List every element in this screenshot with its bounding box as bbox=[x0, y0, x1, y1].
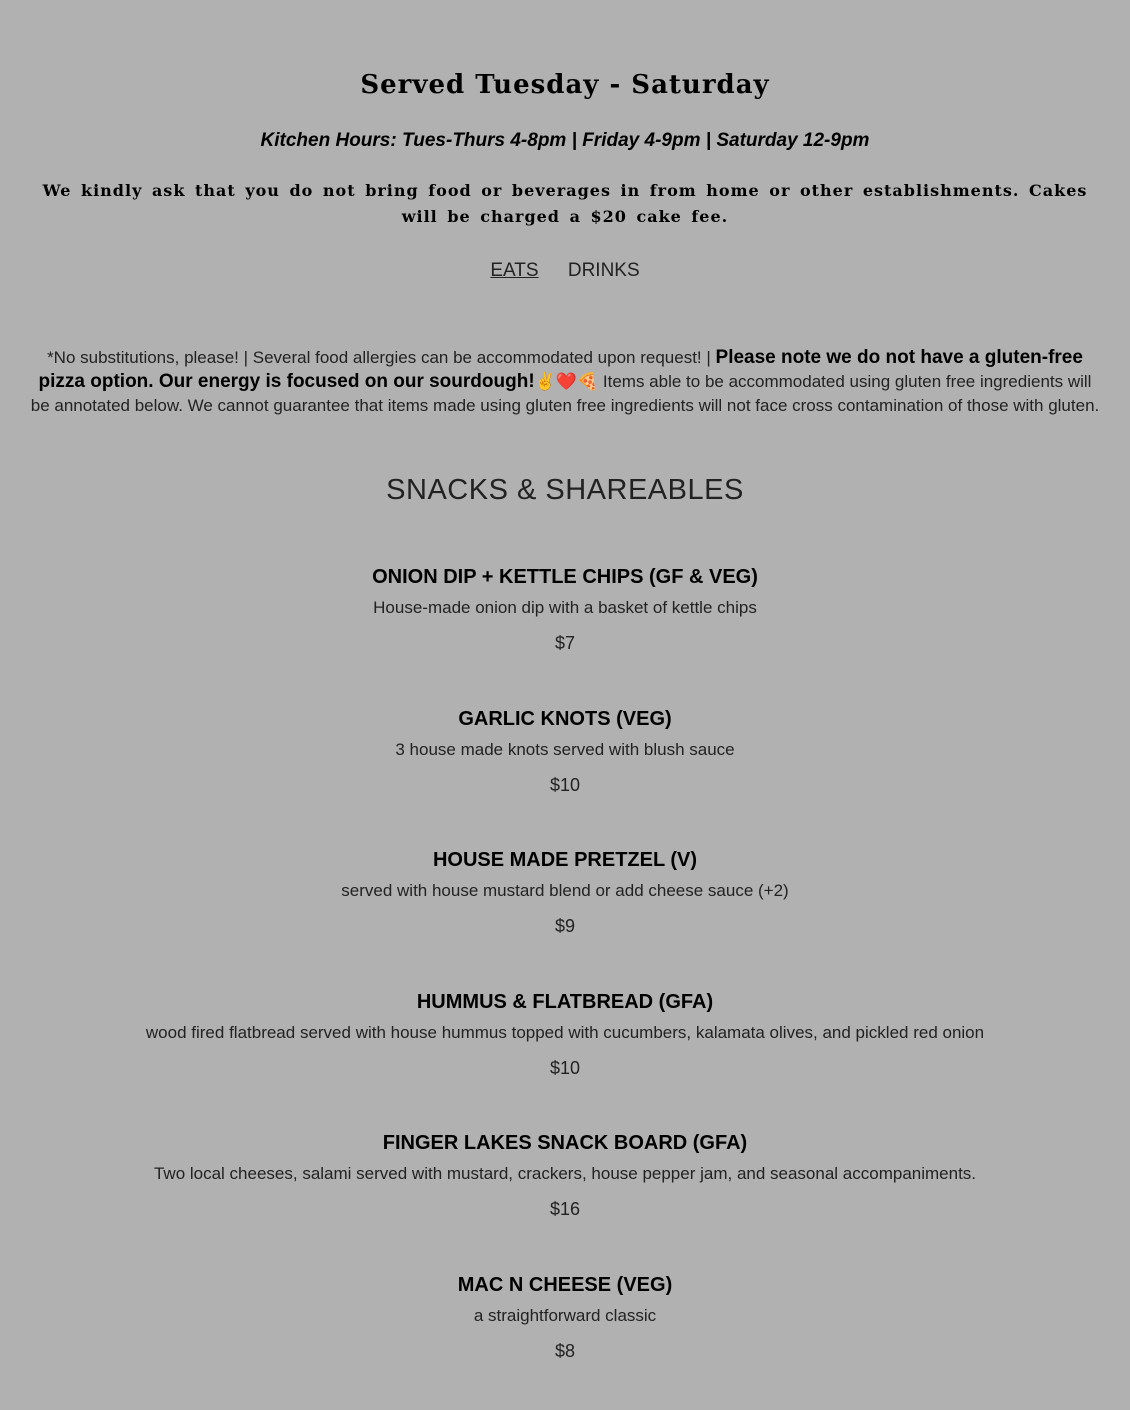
menu-item bbox=[0, 703, 1130, 845]
item-price: $8 bbox=[0, 1331, 1130, 1371]
item-description: Two local cheeses, salami served with mustard, crackers, house pepper jam, and seasonal accompaniments. bbox=[0, 1159, 1130, 1189]
section-title: SNACKS & SHAREABLES bbox=[0, 474, 1130, 507]
item-name: HOUSE MADE PRETZEL (V) bbox=[0, 844, 1130, 876]
kitchen-hours: Kitchen Hours: Tues-Thurs 4-8pm | Friday 4-9pm | Saturday 12-9pm bbox=[0, 130, 1130, 152]
item-description: 3 house made knots served with blush sauce bbox=[0, 735, 1130, 765]
item-name: ONION DIP + KETTLE CHIPS (GF & VEG) bbox=[0, 561, 1130, 593]
menu-item bbox=[0, 1127, 1130, 1269]
item-price: $7 bbox=[0, 623, 1130, 663]
item-price: $16 bbox=[0, 1189, 1130, 1229]
item-description: House-made onion dip with a basket of kettle chips bbox=[0, 593, 1130, 623]
item-description: a straightforward classic bbox=[0, 1301, 1130, 1331]
tab-drinks[interactable]: DRINKS bbox=[568, 260, 640, 282]
item-price: $10 bbox=[0, 1048, 1130, 1088]
allergy-tail: Items able to be accommodated using gluten free ingredients will be annotated below. We cannot guarantee that items made using gluten free ingredients will not face cross contamination of those with gluten. bbox=[31, 372, 1100, 415]
gluten-free-note: Please note we do not have a gluten-free pizza option. Our energy is focused on our sourdough! bbox=[39, 347, 1083, 392]
item-description: wood fired flatbread served with house hummus topped with cucumbers, kalamata olives, and pickled red onion bbox=[0, 1018, 1130, 1048]
outside-food-notice: We kindly ask that you do not bring food or beverages in from home or other establishments. Cakes will be charged a $20 cake fee. bbox=[26, 178, 1104, 230]
menu-item bbox=[0, 844, 1130, 986]
served-days-heading: Served Tuesday - Saturday bbox=[0, 70, 1130, 100]
item-name: MAC N CHEESE (VEG) bbox=[0, 1269, 1130, 1301]
item-description: served with house mustard blend or add cheese sauce (+2) bbox=[0, 876, 1130, 906]
item-price: $9 bbox=[0, 906, 1130, 946]
item-price: $10 bbox=[0, 765, 1130, 805]
item-name: GARLIC KNOTS (VEG) bbox=[0, 703, 1130, 735]
menu-list bbox=[0, 561, 1130, 1410]
item-name: FINGER LAKES SNACK BOARD (GFA) bbox=[0, 1127, 1130, 1159]
allergy-notice bbox=[30, 346, 1100, 418]
menu-tabs bbox=[0, 260, 1130, 282]
menu-item bbox=[0, 1269, 1130, 1410]
top-heading-partial bbox=[0, 0, 1130, 4]
item-name: HUMMUS & FLATBREAD (GFA) bbox=[0, 986, 1130, 1018]
tab-eats[interactable]: EATS bbox=[490, 260, 538, 282]
menu-item bbox=[0, 986, 1130, 1128]
emoji-hand-heart-pizza: ✌❤️🍕 bbox=[535, 372, 599, 391]
menu-item bbox=[0, 561, 1130, 703]
allergy-lead: *No substitutions, please! | Several food allergies can be accommodated upon request! | bbox=[47, 348, 715, 367]
